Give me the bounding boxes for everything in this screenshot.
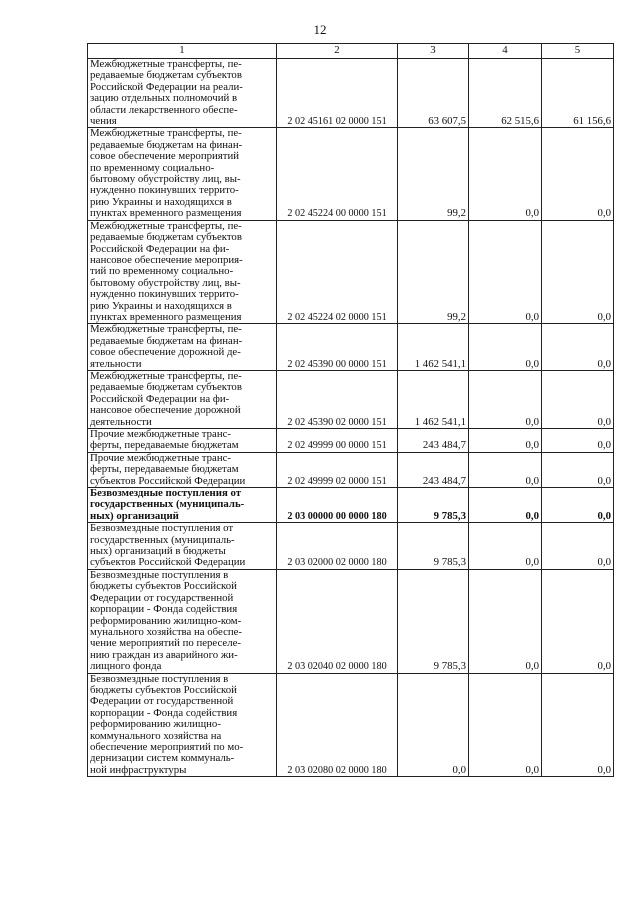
row-name-cell: Межбюджетные трансферты, пе- редаваемые бюджетам на финан- совое обеспечение мероприятий по временному социально- бытовому обустройству лиц, вы- нужденно покинувших террито- рию Украины и находящихся в пунктах временного размещения [88, 128, 277, 220]
row-code-cell: 2 02 45224 02 0000 151 [277, 220, 398, 324]
row-code-cell: 2 02 45390 00 0000 151 [277, 324, 398, 371]
row-value-col4: 0,0 [469, 673, 542, 777]
row-value-col3: 9 785,3 [398, 488, 469, 523]
row-value-col4: 0,0 [469, 324, 542, 371]
row-value-col5: 0,0 [542, 429, 614, 453]
row-value-col4: 0,0 [469, 370, 542, 428]
row-name-cell: Безвозмездные поступления в бюджеты субъектов Российской Федерации от государственной корпорации - Фонда содействия реформированию жилищно- коммунального хозяйства на обеспечение мероприятий по мо- дернизации систем коммуналь- ной инфраструктуры [88, 673, 277, 777]
row-value-col3: 99,2 [398, 220, 469, 324]
table-row [88, 488, 614, 523]
row-name-cell: Безвозмездные поступления в бюджеты субъектов Российской Федерации от государственной корпорации - Фонда содействия реформированию жилищно-ком- мунального хозяйства на обеспе- чение мероприятий по переселе- нию граждан из аварийного жи- лищного фонда [88, 569, 277, 673]
row-name-cell: Межбюджетные трансферты, пе- редаваемые бюджетам субъектов Российской Федерации на фи- нансовое обеспечение мероприя- тий по временному социально- бытовому обустройству лиц, вы- нужденно покинувших террито- рию Украины и находящихся в пунктах временного размещения [88, 220, 277, 324]
row-name-cell: Межбюджетные трансферты, пе- редаваемые бюджетам субъектов Российской Федерации на фи- нансовое обеспечение дорожной деятельности [88, 370, 277, 428]
row-value-col5: 0,0 [542, 220, 614, 324]
table-row [88, 569, 614, 673]
row-name-cell: Прочие межбюджетные транс- ферты, передаваемые бюджетам [88, 429, 277, 453]
table-row [88, 370, 614, 428]
row-value-col4: 0,0 [469, 523, 542, 570]
row-name-cell: Прочие межбюджетные транс- ферты, передаваемые бюджетам субъектов Российской Федерации [88, 452, 277, 487]
row-value-col3: 9 785,3 [398, 523, 469, 570]
row-name-cell: Безвозмездные поступления от государственных (муниципаль- ных) организаций [88, 488, 277, 523]
row-value-col3: 1 462 541,1 [398, 370, 469, 428]
row-value-col5: 61 156,6 [542, 59, 614, 128]
row-value-col4: 0,0 [469, 128, 542, 220]
table-row [88, 429, 614, 453]
column-header-2: 2 [277, 44, 398, 59]
row-value-col5: 0,0 [542, 523, 614, 570]
row-value-col4: 0,0 [469, 452, 542, 487]
table-row [88, 673, 614, 777]
row-value-col3: 1 462 541,1 [398, 324, 469, 371]
column-header-1: 1 [88, 44, 277, 59]
row-value-col5: 0,0 [542, 128, 614, 220]
row-value-col4: 0,0 [469, 488, 542, 523]
row-code-cell: 2 02 45390 02 0000 151 [277, 370, 398, 428]
row-value-col4: 62 515,6 [469, 59, 542, 128]
row-value-col3: 243 484,7 [398, 452, 469, 487]
row-code-cell: 2 03 02000 02 0000 180 [277, 523, 398, 570]
row-code-cell: 2 02 49999 00 0000 151 [277, 429, 398, 453]
row-value-col4: 0,0 [469, 569, 542, 673]
row-code-cell: 2 03 00000 00 0000 180 [277, 488, 398, 523]
row-value-col5: 0,0 [542, 673, 614, 777]
row-name-cell: Межбюджетные трансферты, пе- редаваемые бюджетам субъектов Российской Федерации на реали- зацию отдельных полномочий в области лекарственного обеспе- чения [88, 59, 277, 128]
table-row [88, 128, 614, 220]
table-row [88, 220, 614, 324]
table-row [88, 59, 614, 128]
budget-table [87, 43, 614, 777]
row-name-cell: Межбюджетные трансферты, пе- редаваемые бюджетам на финан- совое обеспечение дорожной де- ятельности [88, 324, 277, 371]
row-name-cell: Безвозмездные поступления от государственных (муниципаль- ных) организаций в бюджеты субъектов Российской Федерации [88, 523, 277, 570]
table-body [88, 59, 614, 777]
row-value-col5: 0,0 [542, 452, 614, 487]
row-value-col3: 99,2 [398, 128, 469, 220]
row-code-cell: 2 02 45161 02 0000 151 [277, 59, 398, 128]
table-row [88, 324, 614, 371]
row-value-col3: 0,0 [398, 673, 469, 777]
row-value-col5: 0,0 [542, 370, 614, 428]
row-code-cell: 2 03 02080 02 0000 180 [277, 673, 398, 777]
page-number: 12 [313, 22, 327, 37]
row-value-col3: 9 785,3 [398, 569, 469, 673]
table-row [88, 523, 614, 570]
row-value-col3: 63 607,5 [398, 59, 469, 128]
row-value-col3: 243 484,7 [398, 429, 469, 453]
row-code-cell: 2 03 02040 02 0000 180 [277, 569, 398, 673]
row-code-cell: 2 02 45224 00 0000 151 [277, 128, 398, 220]
column-header-5: 5 [542, 44, 614, 59]
column-header-3: 3 [398, 44, 469, 59]
row-value-col4: 0,0 [469, 220, 542, 324]
row-code-cell: 2 02 49999 02 0000 151 [277, 452, 398, 487]
row-value-col4: 0,0 [469, 429, 542, 453]
table-row [88, 452, 614, 487]
row-value-col5: 0,0 [542, 569, 614, 673]
row-value-col5: 0,0 [542, 324, 614, 371]
row-value-col5: 0,0 [542, 488, 614, 523]
column-header-4: 4 [469, 44, 542, 59]
header-row [88, 44, 614, 59]
